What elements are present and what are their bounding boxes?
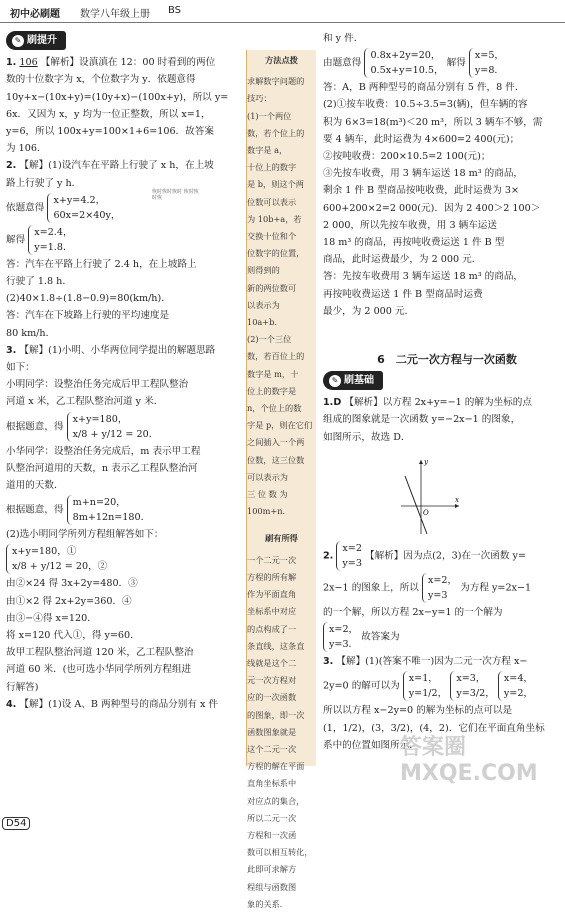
- r-line: 2 000，所以先按车收费，用 3 辆车运送: [323, 219, 497, 231]
- book-title: 初中必刷题: [10, 9, 60, 20]
- sidebar-line: 位数字的位置，: [247, 248, 305, 259]
- sidebar-line: 十位上的数字: [247, 162, 297, 173]
- sidebar-line: 以表示为: [247, 299, 280, 310]
- sidebar-line: 数字是 m，十: [247, 368, 299, 379]
- q3-line: 如下：: [6, 362, 35, 374]
- sidebar-line: 是 b，则这个两: [247, 179, 304, 190]
- q3-line: 故甲工程队整治河道 120 米，乙工程队整治: [6, 647, 194, 659]
- sidebar-line: 10a+b．: [247, 317, 283, 328]
- q3-line: 由①×2 得 2x+2y=360．④: [6, 595, 132, 607]
- r-line: 答：先按车收费用 3 辆车运送 18 m³ 的商品，: [323, 271, 524, 283]
- sidebar-line: 的图象，即一次: [247, 709, 305, 720]
- sidebar-line: n，个位上的数: [247, 403, 302, 414]
- q2-line: 路上行驶了 y h．: [6, 177, 82, 189]
- sidebar-line: 位数，这三位数: [247, 454, 305, 465]
- sidebar-line: 方程和一次函: [247, 829, 297, 840]
- section-title: 6 二元一次方程与一次函数: [377, 353, 517, 366]
- r-line: 积为 6×3=18(m³)＜20 m³，所以 3 辆车不够，需: [323, 116, 543, 128]
- q1: 1. 106 【解析】设滇滇在 12：00 时看到的两位: [6, 57, 216, 69]
- pen-icon: ✎: [12, 35, 24, 47]
- margin-note: 恢时恢时恢时 恢时恢时恢: [152, 189, 199, 201]
- sidebar-line: 交换十位和个: [247, 231, 297, 242]
- sidebar-line: 之间插入一个两: [247, 437, 305, 448]
- equation-system: m+n=20， 8m+12n=180．: [67, 495, 151, 525]
- sidebar-line: 求解数字问题的: [247, 76, 305, 87]
- sidebar-line: 坐标系中对应: [247, 606, 297, 617]
- q3-line: (2)选小明同学所列方程组解答如下：: [6, 529, 164, 541]
- sidebar-line: 可以表示为: [247, 471, 288, 482]
- q3: 3. 【解】(1)小明、小华两位同学提出的解题思路: [6, 344, 216, 356]
- sidebar-heading-shuayousuode: 刷有所得: [265, 533, 298, 544]
- q1-line: 数的十位数字为 x，个位数字为 y．依题意得: [6, 74, 196, 86]
- sidebar-line: 数字是 a，: [247, 145, 288, 156]
- sidebar-line: 这个二元一次: [247, 743, 297, 754]
- left-column: [6, 30, 242, 713]
- sidebar-line: 数，若百位上的: [247, 351, 305, 362]
- d2-row: 2x−1 的图象上，所以 x=2， y=3 为方程 y=2x−1: [323, 575, 532, 601]
- equation-system: x=2 y=3: [336, 541, 362, 571]
- r-line: 和 y 件．: [323, 33, 364, 44]
- q2-line: 答：汽车在下坡路上行驶的平均速度是: [6, 310, 170, 322]
- q1-line: 6x．又因为 x，y 均为一位正整数，所以 x=1，: [6, 108, 211, 120]
- sidebar-line: 条直线，这条直: [247, 640, 305, 651]
- r-line: 要 4 辆车，此时运费为 4×600=2 400(元)；: [323, 133, 520, 145]
- d1-line: 如图所示，故选 D．: [323, 431, 411, 443]
- origin-label: O: [423, 509, 429, 517]
- right-column-lower: [323, 370, 558, 446]
- q1-line: y=6，所以 100x+y=100×1+6=106．故答案: [6, 126, 214, 138]
- q1-line: 为 106．: [6, 143, 47, 155]
- sidebar-body-fangfa: [247, 73, 316, 520]
- equation-system: x+y=180，① x/8 + y/12 = 20，②: [6, 544, 107, 574]
- sidebar-line: 位上的数字是: [247, 385, 297, 396]
- q3-system-row: 根据题意，得 m+n=20， 8m+12n=180．: [6, 497, 151, 524]
- r-line: 最少，为 2 000 元．: [323, 305, 415, 317]
- equation-system: x=4， y=2，: [498, 671, 533, 701]
- q3-line: 由③−④得 x=120．: [6, 612, 97, 624]
- equation-system: x+y=4.2， 60x=2×40y，: [47, 193, 120, 223]
- sidebar-line: 所以二元一次: [247, 812, 297, 823]
- d3-row: 2y=0 的解可以为 x=1， y=1/2， x=3， y=3/2， x=4， y=2，: [323, 673, 534, 700]
- d2: 2. x=2 y=3 【解析】因为点(2，3)在一次函数 y=: [323, 543, 526, 569]
- sidebar-line: 方程的所有解: [247, 571, 297, 582]
- q2-system-row: 依题意得 x+y=4.2， 60x=2×40y，: [6, 194, 121, 221]
- sidebar-line: 程组与函数图: [247, 881, 297, 892]
- sidebar-line: 三 位 数 为: [247, 489, 288, 500]
- page-header: [0, 0, 565, 23]
- q2-line: 行驶了 1.8 h．: [6, 276, 72, 288]
- sidebar-line: 作为平面直角: [247, 589, 297, 600]
- q2-solution-row: 解得 x=2.4， y=1.8．: [6, 226, 73, 253]
- q3-line: 将 x=120 代入①，得 y=60．: [6, 630, 140, 642]
- section-badge-jichu: ✎ 刷基础: [323, 371, 383, 390]
- r-line: 剩余 1 件 B 型商品按吨收费，此时运费为 3×: [323, 185, 520, 197]
- d3-line: 所以以方程 x−2y=0 的解为坐标的点可以是: [323, 705, 513, 717]
- sidebar-line: 函数图象就是: [247, 726, 297, 737]
- q1-answer: 106: [19, 57, 38, 69]
- r-line: 600+200×2=2 000(元)．因为 2 400＞2 100＞: [323, 202, 541, 214]
- q2-line: 答：汽车在平路上行驶了 2.4 h，在上坡路上: [6, 258, 197, 270]
- r-line: 答：A，B 两种型号的商品分别有 5 件，8 件．: [323, 82, 525, 94]
- q4: 4. 【解】(1)设 A、B 两种型号的商品分别有 x 件: [6, 698, 219, 710]
- sidebar-line: (2)一个三位: [247, 334, 292, 345]
- sidebar-line: 此即可求解方: [247, 864, 297, 875]
- q2: 2. 【解】(1)设汽车在平路上行驶了 x h，在上坡: [6, 160, 214, 172]
- sidebar-body-shuayousuode: [247, 552, 316, 913]
- sidebar-line: 的点构成了一: [247, 623, 297, 634]
- equation-system: x=2.4， y=1.8．: [28, 225, 72, 255]
- r-line: 再按吨收费运送 1 件 B 型商品时运费: [323, 288, 483, 300]
- sidebar-line: 字是 p，则在它们: [247, 420, 313, 431]
- d1-line: 组成的图象就是一次函数 y=−2x−1 的图象，: [323, 414, 521, 426]
- q3-line: 小明同学：设整治任务完成后甲工程队整治: [6, 379, 189, 391]
- q3-line: 由②×24 得 3x+2y=480．③: [6, 578, 138, 590]
- right-column-bottom: [323, 540, 558, 754]
- sidebar-line: 为 10b+a，若: [247, 213, 302, 224]
- d2-row: x=2， y=3． 故答案为: [323, 621, 558, 653]
- d3: 3. 【解】(1)(答案不唯一)因为二元一次方程 x−: [323, 656, 528, 668]
- d1: 1.D 【解析】以方程 2x+y=−1 的解为坐标的点: [323, 397, 532, 409]
- r-line: ②按吨收费：200×10.5=2 100(元)；: [323, 151, 491, 163]
- x-axis-arrow: [455, 504, 459, 508]
- sidebar-line: 100m+n．: [247, 506, 291, 517]
- q3-line: 小华同学：设整治任务完成后，m 表示甲工程: [6, 445, 201, 457]
- q2-line: (2)40×1.8÷(1.8−0.9)=80(km/h)．: [6, 293, 171, 305]
- d3-line: 系中的位置如图所示．: [323, 739, 419, 751]
- sidebar-line: 技巧：: [247, 93, 272, 104]
- q3-line: 队整治河道用的天数，n 表示乙工程队整治河: [6, 462, 198, 474]
- function-graph: [393, 454, 463, 536]
- sidebar-line: 方程的解在平面: [247, 761, 305, 772]
- q2-line: 80 km/h．: [6, 327, 56, 339]
- sidebar-line: 一个二元一次: [247, 554, 297, 565]
- r-line: 18 m³ 的商品，再按吨收费运送 1 件 B 型: [323, 237, 505, 249]
- sidebar-line: 数，若个位上的: [247, 127, 305, 138]
- sidebar-line: 象的关系．: [247, 898, 288, 909]
- sidebar-line: 对应点的集合，: [247, 795, 305, 806]
- page-number: D54: [2, 817, 30, 830]
- sidebar-line: (1)一个两位: [247, 110, 292, 121]
- y-axis-label: y: [424, 458, 428, 466]
- equation-system: x=2， y=3: [422, 573, 457, 603]
- sidebar-line: 位数可以表示: [247, 196, 297, 207]
- sidebar-line: 数可以相互转化，: [247, 847, 313, 858]
- subject-label: 数学八年级上册: [80, 9, 150, 20]
- q3-line: 道用的天数．: [6, 480, 64, 492]
- sidebar-line: 则得到的: [247, 265, 280, 276]
- r-line: 商品，此时运费最少，为 2 000 元．: [323, 254, 482, 266]
- equation-system: x=2， y=3．: [323, 622, 358, 652]
- sidebar-line: 应的一次函数: [247, 692, 297, 703]
- equation-system: x=3， y=3/2，: [450, 671, 495, 701]
- equation-system: x+y=180， x/8 + y/12 = 20．: [67, 412, 159, 442]
- equation-system: x=1， y=1/2，: [403, 671, 448, 701]
- r-line: ③先按车收费，用 3 辆车运送 18 m³ 的商品，: [323, 168, 524, 180]
- equation-system: 0.8x+2y=20， 0.5x+y=10.5，: [364, 48, 443, 78]
- r-system-row: 由题意得 0.8x+2y=20， 0.5x+y=10.5， 解得 x=5， y=8．: [323, 50, 505, 77]
- q1-line: 10y+x−(10x+y)=(10y+x)−(100x+y)，所以 y=: [6, 91, 229, 103]
- x-axis-label: x: [455, 496, 459, 504]
- q3-system-row: [6, 543, 242, 575]
- d2-line: 的一个解，所以方程 2x−y=1 的一个解为: [323, 607, 503, 618]
- watermark-logo: 答案圈 MXQE.COM: [400, 735, 538, 786]
- q3-system-row: 根据题意，得 x+y=180， x/8 + y/12 = 20．: [6, 413, 159, 440]
- q3-line: 行解答): [6, 681, 39, 693]
- q3-line: 河道 x 米，乙工程队整治河道 y 米．: [6, 396, 164, 408]
- q3-line: 河道 60 米．(也可选小华同学所列方程组进: [6, 664, 192, 676]
- function-line: [405, 476, 427, 534]
- y-axis-arrow: [419, 460, 423, 464]
- sidebar-line: 新的两位数可: [247, 282, 297, 293]
- sidebar-heading-fangfa: 方法点拨: [265, 55, 298, 65]
- sidebar-line: 线就是这个二: [247, 657, 297, 668]
- sidebar-line: 直角坐标系中: [247, 778, 297, 789]
- right-column: [323, 30, 558, 320]
- tips-sidebar: [246, 50, 316, 909]
- section-badge-tisheng: ✎ 刷提升: [6, 31, 66, 50]
- pen-icon: ✎: [329, 375, 341, 387]
- d3-line: (1，1/2)，(3，3/2)，(4，2)．它们在平面直角坐标: [323, 722, 545, 734]
- r-line: (2)①按车收费：10.5÷3.5=3(辆)，但车辆的容: [323, 99, 528, 111]
- equation-system: x=5， y=8．: [469, 48, 504, 78]
- sidebar-line: 元一次方程对: [247, 675, 297, 686]
- edition-label: BS: [168, 5, 182, 16]
